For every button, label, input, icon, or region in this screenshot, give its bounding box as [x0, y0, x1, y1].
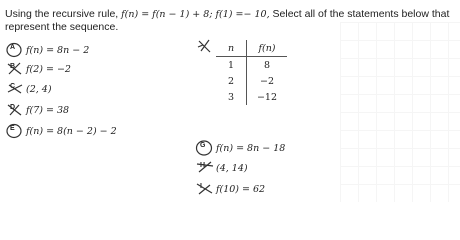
choice-c[interactable]	[6, 81, 52, 97]
choice-e[interactable]	[6, 123, 117, 139]
table-row	[216, 89, 287, 105]
choice-g[interactable]	[196, 140, 285, 156]
question-text	[5, 8, 455, 34]
circle-mark-icon	[196, 140, 214, 156]
choice-letter: H	[200, 162, 206, 169]
background-grid	[340, 22, 460, 202]
cross-mark-icon	[196, 160, 214, 176]
choice-letter: A	[10, 44, 16, 51]
choice-letter: G	[200, 142, 206, 149]
choice-b[interactable]	[6, 61, 71, 77]
choice-i[interactable]	[196, 181, 265, 197]
table-cell: −2	[259, 75, 274, 87]
choice-text: f(10) = 62	[216, 183, 266, 195]
table-cell: 3	[216, 89, 247, 105]
sequence-table	[216, 40, 287, 105]
table-row	[216, 73, 287, 89]
table-cell: −12	[256, 91, 278, 103]
choice-text: (4, 14)	[216, 162, 248, 174]
choice-text: f(n) = 8n − 18	[216, 142, 286, 154]
choice-text: f(n) = 8n − 2	[26, 44, 90, 56]
choice-letter: C	[10, 83, 16, 90]
choice-text: f(2) = −2	[26, 63, 71, 75]
choice-d[interactable]	[6, 102, 69, 118]
cross-mark-icon	[6, 102, 24, 118]
cross-mark-icon	[6, 81, 24, 97]
cross-mark-icon	[196, 181, 214, 197]
table-cell: 2	[216, 73, 247, 89]
circle-mark-icon	[6, 123, 24, 139]
choice-letter: B	[10, 63, 16, 70]
table-cell: 1	[216, 57, 247, 74]
table-cross-mark	[197, 38, 213, 54]
choice-letter: I	[200, 183, 202, 190]
question-rule: f(n) = f(n − 1) + 8; f(1) =− 10,	[121, 9, 270, 20]
table-header-n: n	[216, 40, 247, 57]
circle-mark-icon	[6, 42, 24, 58]
choice-text: f(7) = 38	[26, 104, 70, 116]
choice-text: f(n) = 8(n − 2) − 2	[26, 125, 117, 137]
choice-letter: E	[10, 125, 15, 132]
table-header-fn: f(n)	[247, 40, 288, 57]
choice-h[interactable]	[196, 160, 248, 176]
choice-a[interactable]	[6, 42, 89, 58]
table-row	[216, 57, 287, 74]
question-suffix: Select all of the statements below that represent the sequence.	[5, 8, 450, 33]
question-prefix: Using the recursive rule,	[5, 8, 119, 20]
choice-text: (2, 4)	[26, 83, 52, 95]
cross-mark-icon	[6, 61, 24, 77]
table-cell: 8	[263, 59, 271, 71]
choice-letter: D	[10, 104, 16, 111]
